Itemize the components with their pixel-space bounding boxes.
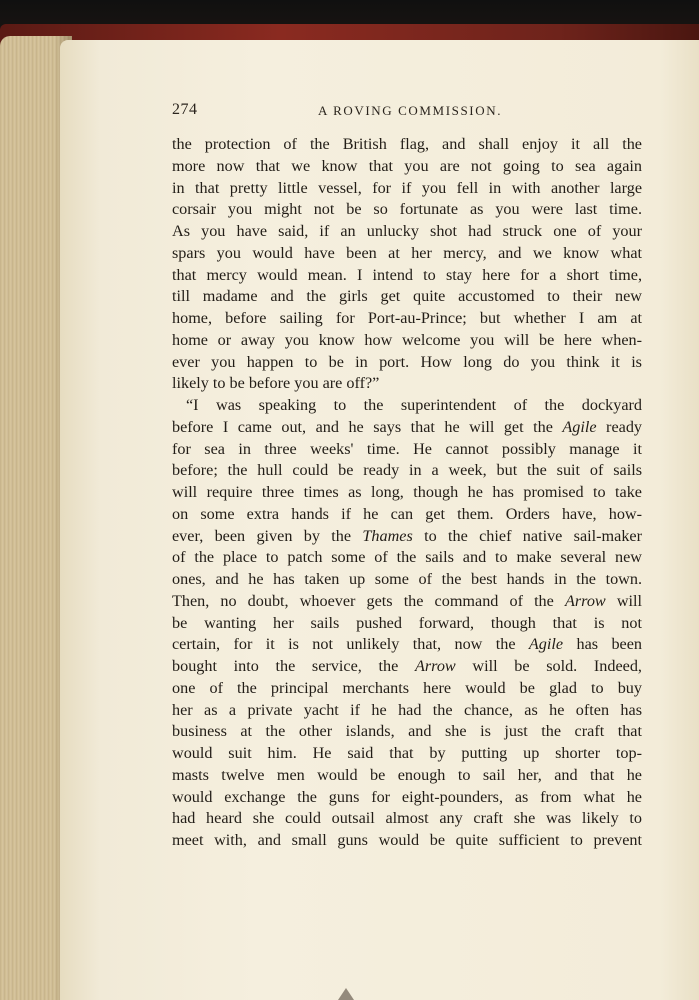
text-line: till madame and the girls get quite accustomed to their new (172, 287, 642, 306)
text-line: that mercy would mean. I intend to stay here for a short time, (172, 265, 642, 284)
text-line: As you have said, if an unlucky shot had struck one of your (172, 222, 642, 240)
page-header (172, 101, 642, 123)
text-line: corsair you might not be so fortunate as you were last time. (172, 200, 642, 219)
text-line: on some extra hands if he can get them. Orders have, how- (172, 504, 642, 523)
text-line: one of the principal merchants here would be glad to buy (172, 678, 642, 697)
text-line: would exchange the guns for eight-pounders, as from what he (172, 787, 642, 806)
text-line: bought into the service, the Arrow will be sold. Indeed, (172, 657, 642, 675)
text-line: certain, for it is not unlikely that, now the Agile has been (172, 635, 642, 654)
text-line: for sea in three weeks' time. He cannot possibly manage it (172, 439, 642, 458)
text-line: meet with, and small guns would be quite sufficient to prevent (172, 831, 642, 849)
text-line: ever you happen to be in port. How long do you think it is (172, 352, 642, 371)
body-text (172, 134, 642, 852)
text-line: her as a private yacht if he had the chance, as he often has (172, 700, 642, 719)
text-line: spars you would have been at her mercy, and we know what (172, 243, 642, 262)
text-line: ones, and he has taken up some of the best hands in the town. (172, 570, 642, 588)
page-number: 274 (172, 101, 198, 118)
text-line: had heard she could outsail almost any craft she was likely to (172, 809, 642, 828)
text-line: “I was speaking to the superintendent of the dockyard (186, 396, 642, 414)
text-line: ever, been given by the Thames to the chief native sail-maker (172, 526, 642, 545)
text-line: masts twelve men would be enough to sail her, and that he (172, 765, 642, 784)
text-line: before; the hull could be ready in a week, but the suit of sails (172, 461, 642, 480)
text-line: home, before sailing for Port-au-Prince; but whether I am at (172, 309, 642, 327)
text-line: more now that we know that you are not going to sea again (172, 156, 642, 175)
text-line: before I came out, and he says that he will get the Agile ready (172, 417, 643, 436)
text-line: would suit him. He said that by putting up shorter top- (172, 744, 642, 762)
text-line: will require three times as long, though he has promised to take (172, 483, 642, 501)
text-line: the protection of the British flag, and shall enjoy it all the (172, 135, 642, 153)
text-line: home or away you know how welcome you will be here when- (172, 330, 642, 349)
text-line: in that pretty little vessel, for if you fell in with another large (172, 178, 642, 197)
text-line: of the place to patch some of the sails and to make several new (172, 548, 642, 567)
text-line: Then, no doubt, whoever gets the command of the Arrow will (172, 591, 642, 610)
text-line: be wanting her sails pushed forward, though that is not (172, 613, 642, 632)
text-line: business at the other islands, and she is just the craft that (172, 722, 642, 741)
running-head: A ROVING COMMISSION. (318, 103, 503, 118)
text-line: likely to be before you are off?” (172, 374, 380, 393)
